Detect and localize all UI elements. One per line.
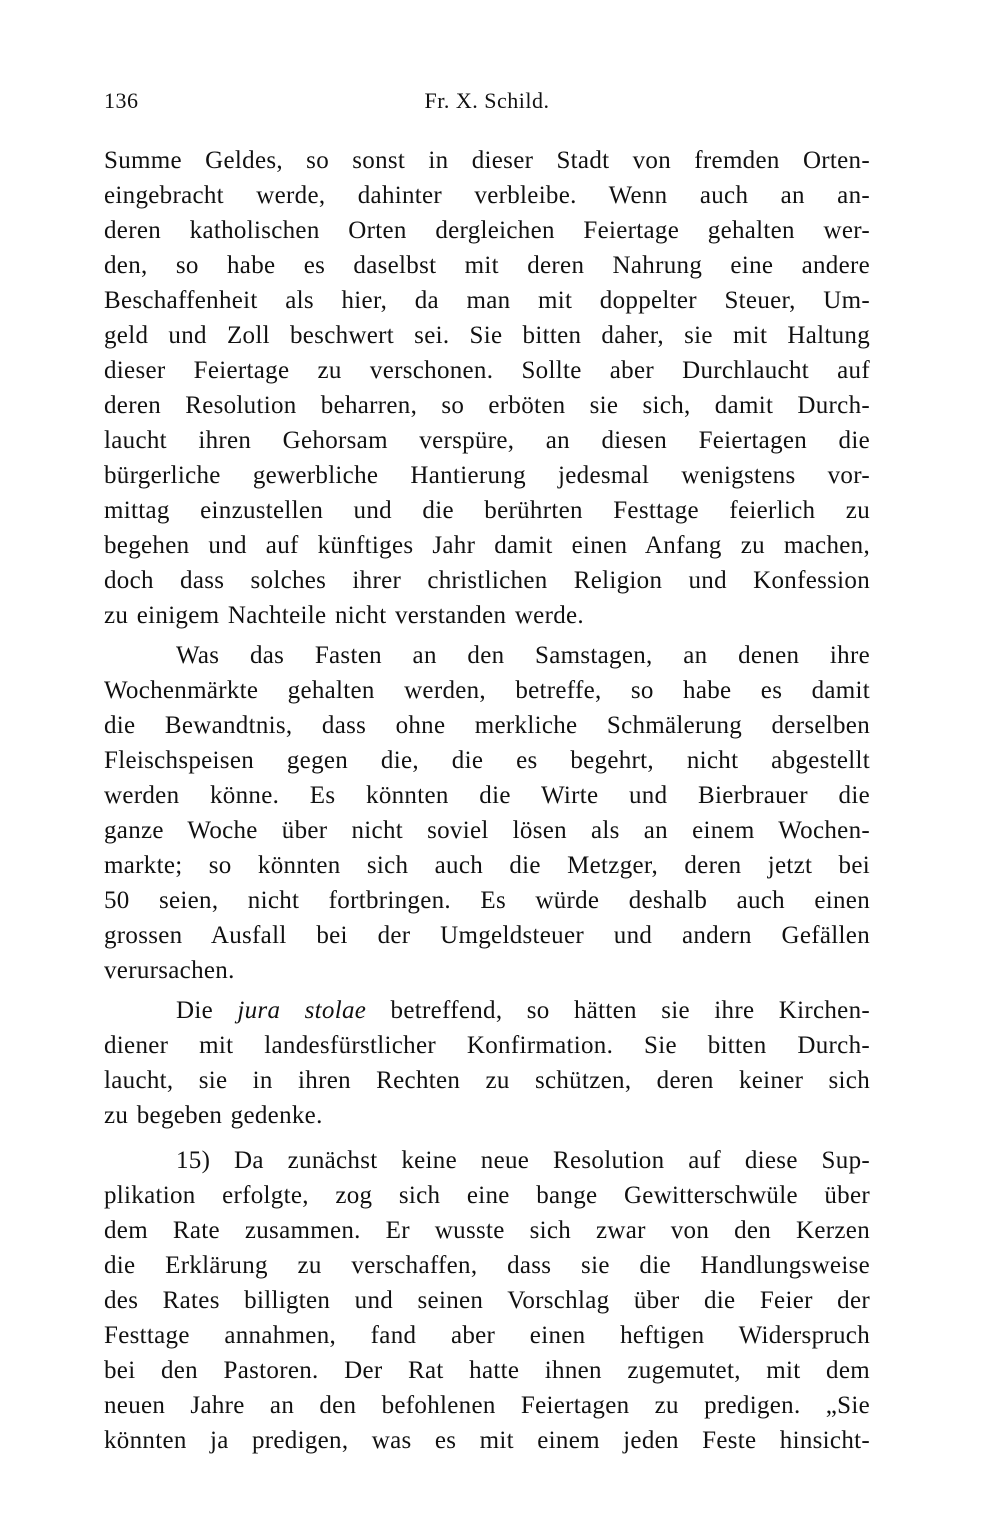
text-line: doch dass solches ihrer christlichen Religion und Konfession bbox=[104, 567, 870, 594]
body-text bbox=[104, 143, 870, 1458]
text-line: neuen Jahre an den befohlenen Feiertagen zu predigen. „Sie bbox=[104, 1392, 870, 1419]
text-line: bei den Pastoren. Der Rat hatte ihnen zugemutet, mit dem bbox=[104, 1357, 870, 1384]
paragraph-4 bbox=[104, 1143, 870, 1458]
text-line: plikation erfolgte, zog sich eine bange Gewitterschwüle über bbox=[104, 1182, 870, 1209]
paragraph-1 bbox=[104, 143, 870, 633]
italic-latin-term: jura stolae bbox=[237, 997, 367, 1024]
paragraph-3 bbox=[104, 993, 870, 1133]
text-line: zu begeben gedenke. bbox=[104, 1102, 323, 1129]
text-line: deren katholischen Orten dergleichen Feiertage gehalten wer- bbox=[104, 217, 870, 244]
text-line: könnten ja predigen, was es mit einem jeden Feste hinsicht- bbox=[104, 1427, 870, 1454]
text-line: ganze Woche über nicht soviel lösen als an einem Wochen- bbox=[104, 817, 870, 844]
text-line: Fleischspeisen gegen die, die es begehrt, nicht abgestellt bbox=[104, 747, 870, 774]
text-fragment: Die bbox=[176, 997, 238, 1024]
text-line: laucht ihren Gehorsam verspüre, an diesen Feiertagen die bbox=[104, 427, 870, 454]
text-line: des Rates billigten und seinen Vorschlag über die Feier der bbox=[104, 1287, 870, 1314]
text-line: grossen Ausfall bei der Umgeldsteuer und andern Gefällen bbox=[104, 922, 870, 949]
text-line: 50 seien, nicht fortbringen. Es würde deshalb auch einen bbox=[104, 887, 870, 914]
text-line: den, so habe es daselbst mit deren Nahrung eine andere bbox=[104, 252, 870, 279]
text-line: Festtage annahmen, fand aber einen heftigen Widerspruch bbox=[104, 1322, 870, 1349]
text-line: geld und Zoll beschwert sei. Sie bitten daher, sie mit Haltung bbox=[104, 322, 870, 349]
text-line: markte; so könnten sich auch die Metzger, deren jetzt bei bbox=[104, 852, 870, 879]
text-line: dem Rate zusammen. Er wusste sich zwar von den Kerzen bbox=[104, 1217, 870, 1244]
text-line: mittag einzustellen und die berührten Festtage feierlich zu bbox=[104, 497, 870, 524]
text-line: Wochenmärkte gehalten werden, betreffe, so habe es damit bbox=[104, 677, 870, 704]
text-line: zu einigem Nachteile nicht verstanden werde. bbox=[104, 602, 584, 629]
text-line: Summe Geldes, so sonst in dieser Stadt von fremden Orten- bbox=[104, 147, 870, 174]
text-line: Was das Fasten an den Samstagen, an denen ihre bbox=[176, 642, 870, 669]
text-line: werden könne. Es könnten die Wirte und Bierbrauer die bbox=[104, 782, 870, 809]
text-line-with-italic bbox=[104, 993, 870, 1028]
text-line: begehen und auf künftiges Jahr damit einen Anfang zu machen, bbox=[104, 532, 870, 559]
paragraph-2 bbox=[104, 638, 870, 988]
text-line: eingebracht werde, dahinter verbleibe. Wenn auch an an- bbox=[104, 182, 870, 209]
text-fragment: betreffend, so hätten sie ihre Kirchen- bbox=[366, 997, 870, 1024]
text-line: dieser Feiertage zu verschonen. Sollte aber Durchlaucht auf bbox=[104, 357, 870, 384]
text-line: laucht, sie in ihren Rechten zu schützen, deren keiner sich bbox=[104, 1067, 870, 1094]
text-line: 15) Da zunächst keine neue Resolution auf diese Sup- bbox=[176, 1147, 870, 1174]
page-number: 136 bbox=[104, 88, 139, 113]
text-line: die Bewandtnis, dass ohne merkliche Schmälerung derselben bbox=[104, 712, 870, 739]
text-line: deren Resolution beharren, so erböten sie sich, damit Durch- bbox=[104, 392, 870, 419]
text-line: die Erklärung zu verschaffen, dass sie die Handlungsweise bbox=[104, 1252, 870, 1279]
text-line: diener mit landesfürstlicher Konfirmation. Sie bitten Durch- bbox=[104, 1032, 870, 1059]
text-line: bürgerliche gewerbliche Hantierung jedesmal wenigstens vor- bbox=[104, 462, 870, 489]
text-line: Beschaffenheit als hier, da man mit doppelter Steuer, Um- bbox=[104, 287, 870, 314]
text-line: verursachen. bbox=[104, 957, 235, 984]
page-header bbox=[104, 88, 870, 118]
running-head: Fr. X. Schild. bbox=[424, 88, 550, 113]
